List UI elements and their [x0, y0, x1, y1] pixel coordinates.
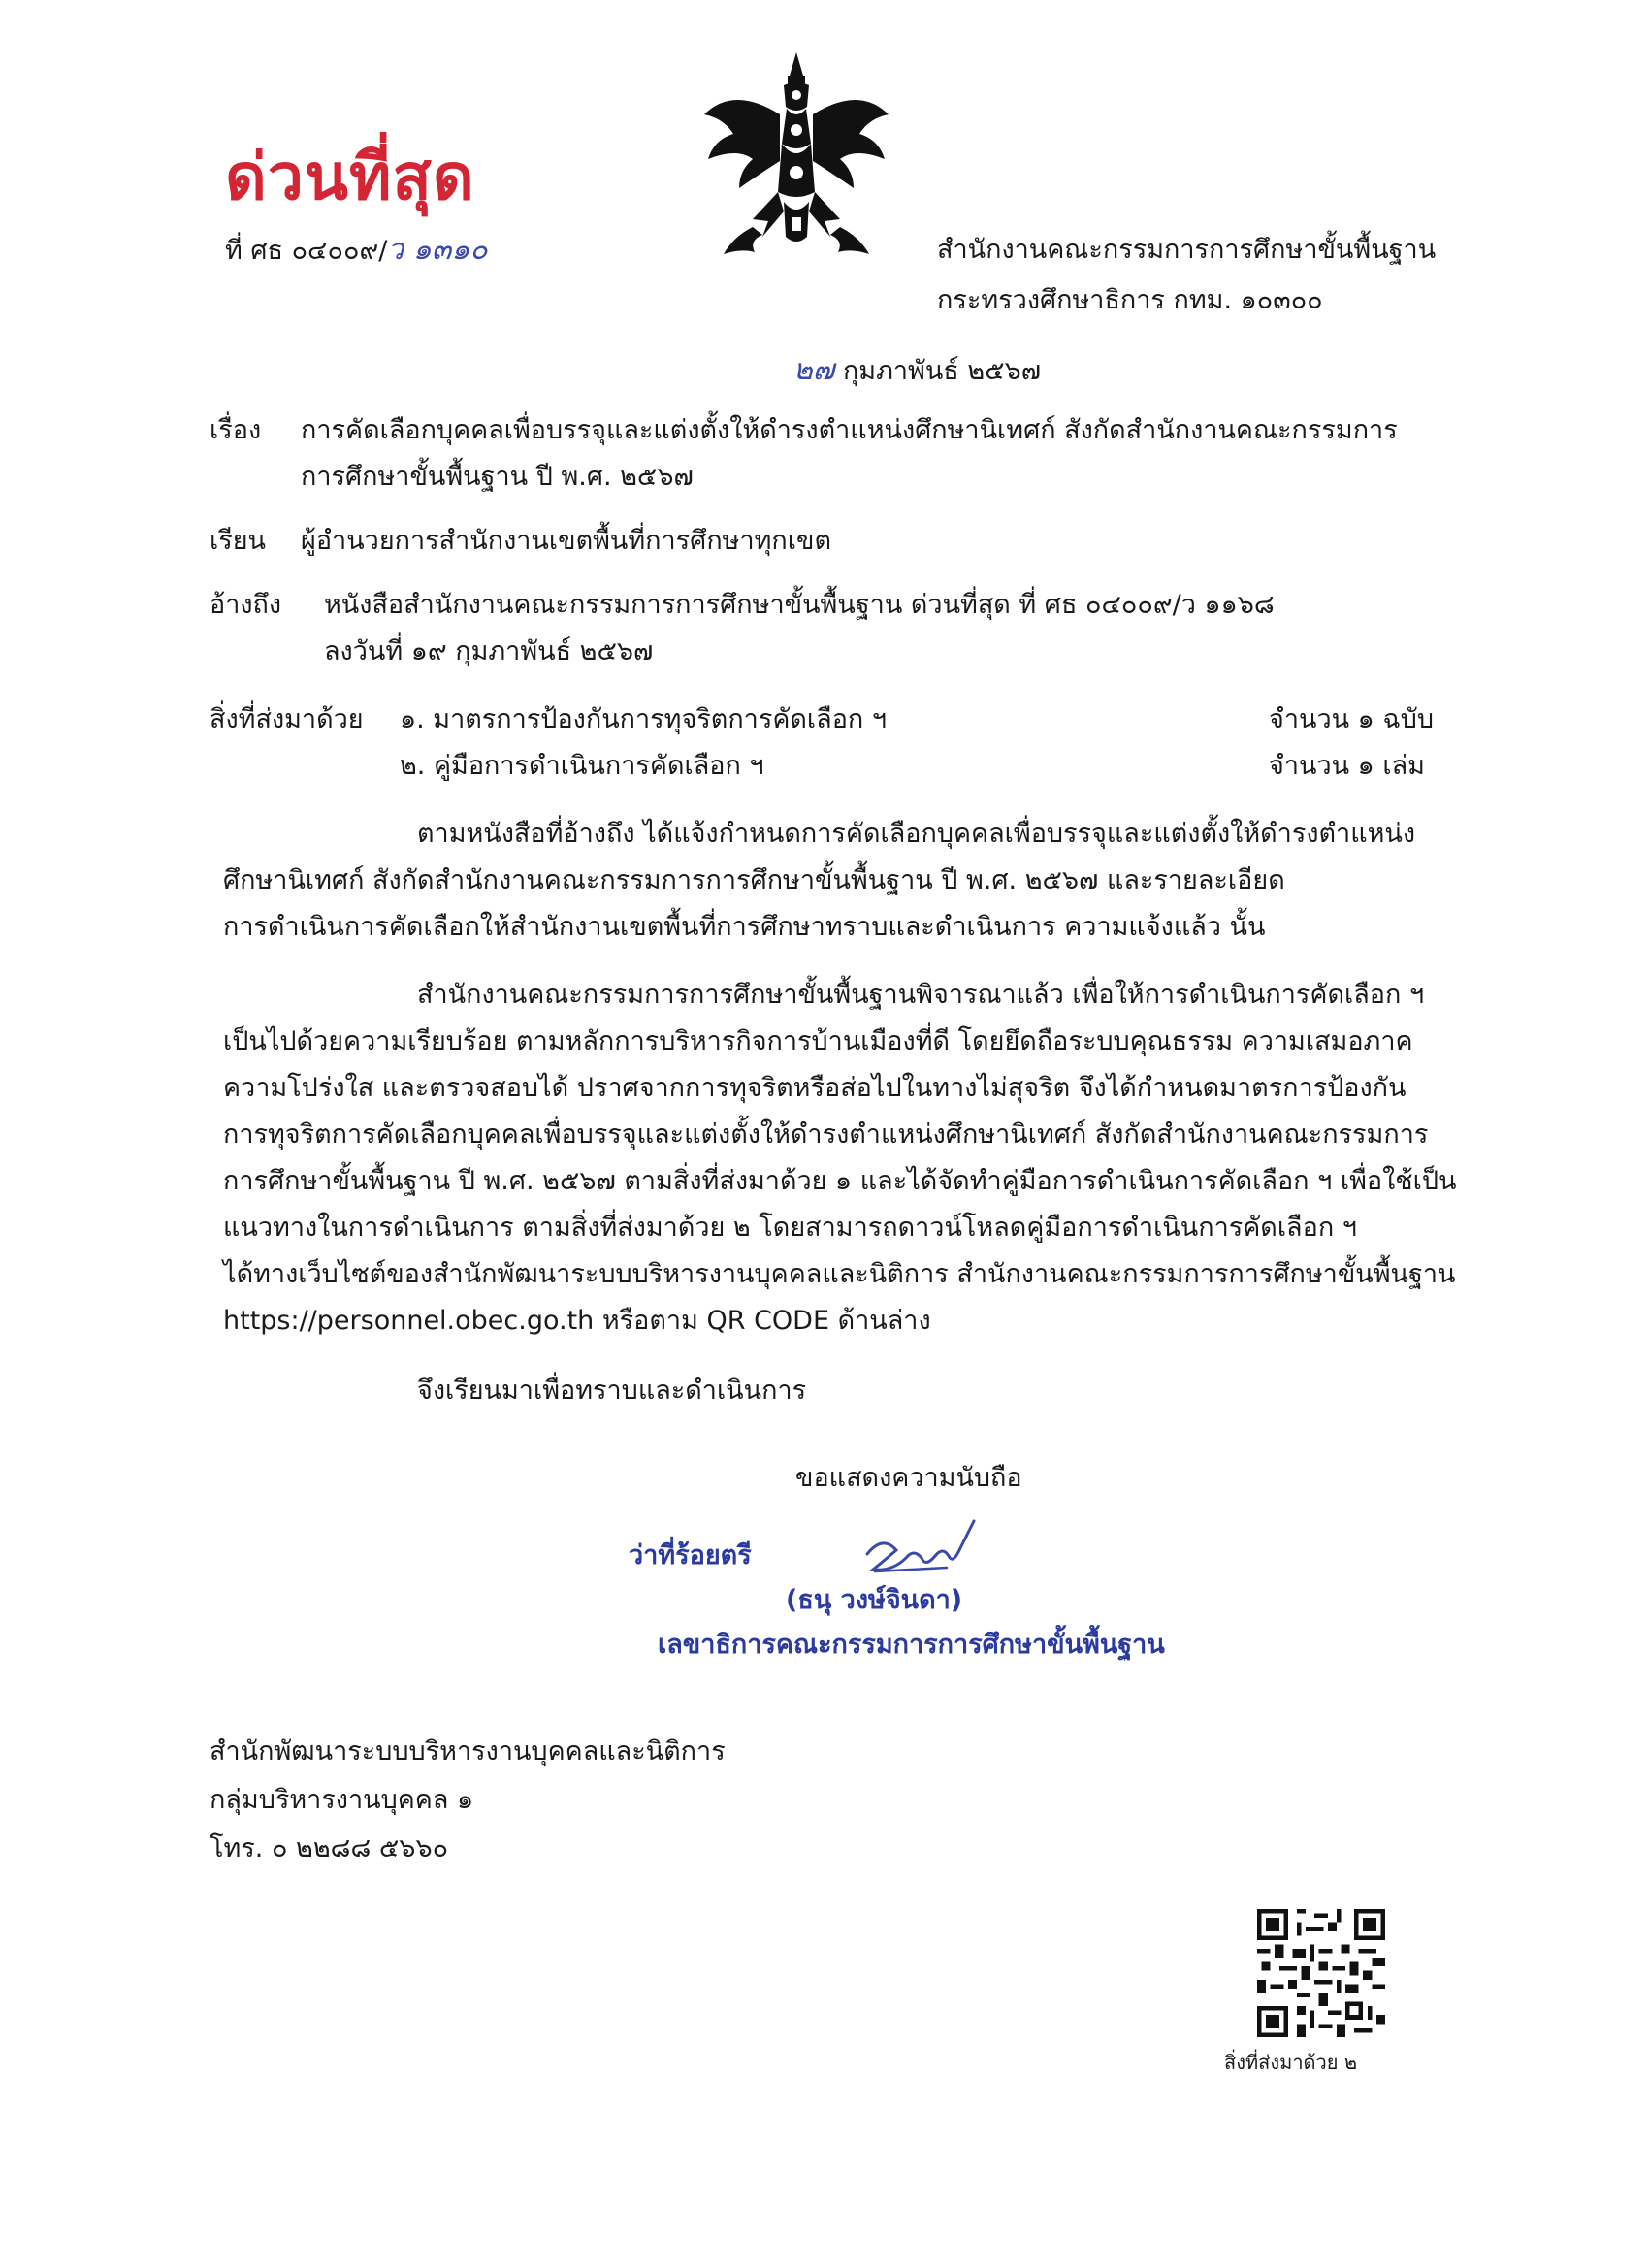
- para2-line-7: ได้ทางเว็บไซต์ของสำนักพัฒนาระบบบริหารงานบุคคลและนิติการ สำนักงานคณะกรรมการการศึกษาขั้นพื้นฐาน: [223, 1259, 1456, 1289]
- subject-line-2: การศึกษาขั้นพื้นฐาน ปี พ.ศ. ๒๕๖๗: [301, 462, 694, 492]
- para2-line-3: ความโปร่งใส และตรวจสอบได้ ปราศจากการทุจริตหรือส่อไปในทางไม่สุจริต จึงได้กำหนดมาตรการป้องกัน: [223, 1073, 1406, 1103]
- urgency-stamp: ด่วนที่สุด: [225, 140, 475, 214]
- para2-line-8-url: https://personnel.obec.go.th หรือตาม QR CODE ด้านล่าง: [223, 1306, 931, 1336]
- ref-number: [225, 231, 488, 271]
- subject-line-1: การคัดเลือกบุคคลเพื่อบรรจุและแต่งตั้งให้ดำรงตำแหน่งศึกษานิเทศก์ สังกัดสำนักงานคณะกรรมการ: [301, 415, 1398, 445]
- qr-caption: สิ่งที่ส่งมาด้วย ๒: [1224, 2051, 1358, 2074]
- date-month-year: กุมภาพันธ์ ๒๕๖๗: [842, 356, 1042, 386]
- recipient-label: เรียน: [210, 526, 267, 556]
- date-day-handwritten: ๒๗: [793, 353, 835, 387]
- enclosures-label: สิ่งที่ส่งมาด้วย: [210, 704, 364, 734]
- enclosure-qty-1: จำนวน ๑ ฉบับ: [1269, 704, 1435, 734]
- garuda-emblem-icon: [695, 47, 898, 272]
- para2-line-5: การศึกษาขั้นพื้นฐาน ปี พ.ศ. ๒๕๖๗ ตามสิ่งที่ส่งมาด้วย ๑ และได้จัดทำคู่มือการดำเนินการคัดเลือก ฯ เพื่อใช้เป็น: [223, 1166, 1457, 1196]
- handwritten-signature-icon: [854, 1513, 980, 1591]
- subject-label: เรื่อง: [210, 415, 262, 445]
- footer-dept: สำนักพัฒนาระบบบริหารงานบุคคลและนิติการ: [210, 1736, 726, 1766]
- closing-text: จึงเรียนมาเพื่อทราบและดำเนินการ: [417, 1376, 807, 1406]
- letter-date: [793, 351, 1041, 391]
- para1-line-1: ตามหนังสือที่อ้างถึง ได้แจ้งกำหนดการคัดเลือกบุคคลเพื่อบรรจุและแต่งตั้งให้ดำรงตำแหน่ง: [417, 819, 1416, 849]
- signer-name: (ธนุ วงษ์จินดา): [786, 1585, 963, 1615]
- para2-line-2: เป็นไปด้วยความเรียบร้อย ตามหลักการบริหารกิจการบ้านเมืองที่ดี โดยยึดถือระบบคุณธรรม ความเสมอภาค: [223, 1026, 1413, 1056]
- issuer-line-2: กระทรวงศึกษาธิการ กทม. ๑๐๓๐๐: [937, 285, 1323, 315]
- footer-phone: โทร. ๐ ๒๒๘๘ ๕๖๖๐: [210, 1833, 449, 1863]
- enclosure-qty-2: จำนวน ๑ เล่ม: [1269, 751, 1425, 781]
- para1-line-2: ศึกษานิเทศก์ สังกัดสำนักงานคณะกรรมการการศึกษาขั้นพื้นฐาน ปี พ.ศ. ๒๕๖๗ และรายละเอียด: [223, 865, 1285, 895]
- ref-label: ที่ ศธ ๐๔๐๐๙/: [225, 236, 388, 266]
- para2-line-6: แนวทางในการดำเนินการ ตามสิ่งที่ส่งมาด้วย ๒ โดยสามารถดาวน์โหลดคู่มือการดำเนินการคัดเลือก ฯ: [223, 1213, 1357, 1243]
- enclosure-item-1: ๑. มาตรการป้องกันการทุจริตการคัดเลือก ฯ: [400, 704, 888, 734]
- reference-line-1: หนังสือสำนักงานคณะกรรมการการศึกษาขั้นพื้นฐาน ด่วนที่สุด ที่ ศธ ๐๔๐๐๙/ว ๑๑๖๘: [324, 590, 1275, 620]
- ref-handwritten: ว ๑๓๑๐: [387, 233, 488, 267]
- footer-group: กลุ่มบริหารงานบุคคล ๑: [210, 1785, 474, 1815]
- para1-line-3: การดำเนินการคัดเลือกให้สำนักงานเขตพื้นที่การศึกษาทราบและดำเนินการ ความแจ้งแล้ว นั้น: [223, 912, 1266, 942]
- salutation: ขอแสดงความนับถือ: [795, 1463, 1022, 1493]
- para2-line-1: สำนักงานคณะกรรมการการศึกษาขั้นพื้นฐานพิจารณาแล้ว เพื่อให้การดำเนินการคัดเลือก ฯ: [417, 980, 1425, 1010]
- signer-rank: ว่าที่ร้อยตรี: [629, 1540, 752, 1571]
- recipient-text: ผู้อำนวยการสำนักงานเขตพื้นที่การศึกษาทุกเขต: [301, 526, 831, 556]
- reference-line-2: ลงวันที่ ๑๙ กุมภาพันธ์ ๒๕๖๗: [324, 636, 654, 666]
- enclosure-item-2: ๒. คู่มือการดำเนินการคัดเลือก ฯ: [400, 751, 764, 781]
- issuer-line-1: สำนักงานคณะกรรมการการศึกษาขั้นพื้นฐาน: [937, 235, 1437, 265]
- qr-code-icon[interactable]: [1257, 1909, 1385, 2037]
- para2-line-4: การทุจริตการคัดเลือกบุคคลเพื่อบรรจุและแต่งตั้งให้ดำรงตำแหน่งศึกษานิเทศก์ สังกัดสำนักงานคณะกรรมการ: [223, 1119, 1429, 1150]
- signer-position: เลขาธิการคณะกรรมการการศึกษาขั้นพื้นฐาน: [658, 1630, 1165, 1660]
- reference-label: อ้างถึง: [210, 590, 282, 620]
